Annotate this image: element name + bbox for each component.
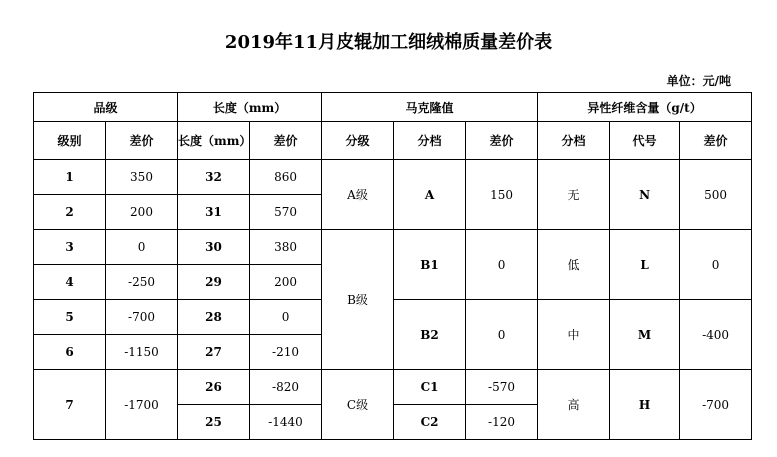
mic-diff-cell: -120 — [466, 405, 538, 440]
page-title: 2019年11月皮辊加工细绒棉质量差价表 — [224, 32, 553, 53]
price-difference-table — [33, 92, 752, 440]
mic-diff-cell: 0 — [466, 300, 538, 370]
group-header-micronaire: 马克隆值 — [322, 93, 538, 122]
length-diff-cell: 200 — [250, 265, 322, 300]
grade-diff-cell: 350 — [106, 160, 178, 195]
grade-level-cell: 7 — [34, 370, 106, 440]
foreign-grade-cell: 高 — [538, 370, 610, 440]
group-header-grade: 品级 — [34, 93, 178, 122]
grade-diff-cell: 200 — [106, 195, 178, 230]
column-header: 分档 — [394, 122, 466, 160]
grade-level-cell: 5 — [34, 300, 106, 335]
foreign-code-cell: H — [610, 370, 680, 440]
grade-level-cell: 3 — [34, 230, 106, 265]
length-cell: 32 — [178, 160, 250, 195]
length-diff-cell: 380 — [250, 230, 322, 265]
length-diff-cell: 0 — [250, 300, 322, 335]
mic-diff-cell: -570 — [466, 370, 538, 405]
foreign-grade-cell: 低 — [538, 230, 610, 300]
column-header: 级别 — [34, 122, 106, 160]
length-cell: 29 — [178, 265, 250, 300]
foreign-diff-cell: -400 — [680, 300, 752, 370]
foreign-code-cell: L — [610, 230, 680, 300]
table-row — [34, 370, 752, 405]
table-row — [34, 230, 752, 265]
mic-grade-cell: B2 — [394, 300, 466, 370]
foreign-diff-cell: -700 — [680, 370, 752, 440]
column-header: 差价 — [680, 122, 752, 160]
grade-diff-cell: -250 — [106, 265, 178, 300]
length-cell: 31 — [178, 195, 250, 230]
mic-class-cell: A级 — [322, 160, 394, 230]
grade-diff-cell: 0 — [106, 230, 178, 265]
grade-level-cell: 6 — [34, 335, 106, 370]
mic-grade-cell: B1 — [394, 230, 466, 300]
foreign-diff-cell: 0 — [680, 230, 752, 300]
length-diff-cell: -210 — [250, 335, 322, 370]
grade-diff-cell: -700 — [106, 300, 178, 335]
mic-class-cell: C级 — [322, 370, 394, 440]
length-cell: 26 — [178, 370, 250, 405]
grade-level-cell: 4 — [34, 265, 106, 300]
group-header-length: 长度（mm） — [178, 93, 322, 122]
column-header: 差价 — [466, 122, 538, 160]
table-row — [34, 160, 752, 195]
foreign-code-cell: N — [610, 160, 680, 230]
length-diff-cell: -1440 — [250, 405, 322, 440]
grade-level-cell: 1 — [34, 160, 106, 195]
grade-diff-cell: -1150 — [106, 335, 178, 370]
length-cell: 28 — [178, 300, 250, 335]
length-cell: 25 — [178, 405, 250, 440]
mic-grade-cell: A — [394, 160, 466, 230]
mic-diff-cell: 150 — [466, 160, 538, 230]
length-diff-cell: -820 — [250, 370, 322, 405]
mic-diff-cell: 0 — [466, 230, 538, 300]
group-header-foreign-fiber: 异性纤维含量（g/t） — [538, 93, 752, 122]
foreign-grade-cell: 中 — [538, 300, 610, 370]
table-row — [34, 300, 752, 335]
grade-diff-cell: -1700 — [106, 370, 178, 440]
sub-header-row — [34, 122, 752, 160]
column-header: 差价 — [106, 122, 178, 160]
length-cell: 30 — [178, 230, 250, 265]
length-diff-cell: 570 — [250, 195, 322, 230]
foreign-grade-cell: 无 — [538, 160, 610, 230]
mic-grade-cell: C2 — [394, 405, 466, 440]
foreign-diff-cell: 500 — [680, 160, 752, 230]
length-diff-cell: 860 — [250, 160, 322, 195]
unit-label: 单位：元/吨 — [666, 74, 731, 88]
length-cell: 27 — [178, 335, 250, 370]
column-header: 代号 — [610, 122, 680, 160]
foreign-code-cell: M — [610, 300, 680, 370]
column-header: 分档 — [538, 122, 610, 160]
mic-grade-cell: C1 — [394, 370, 466, 405]
grade-level-cell: 2 — [34, 195, 106, 230]
column-header: 分级 — [322, 122, 394, 160]
column-header: 长度（mm） — [178, 122, 250, 160]
group-header-row — [34, 93, 752, 122]
mic-class-cell: B级 — [322, 230, 394, 370]
column-header: 差价 — [250, 122, 322, 160]
